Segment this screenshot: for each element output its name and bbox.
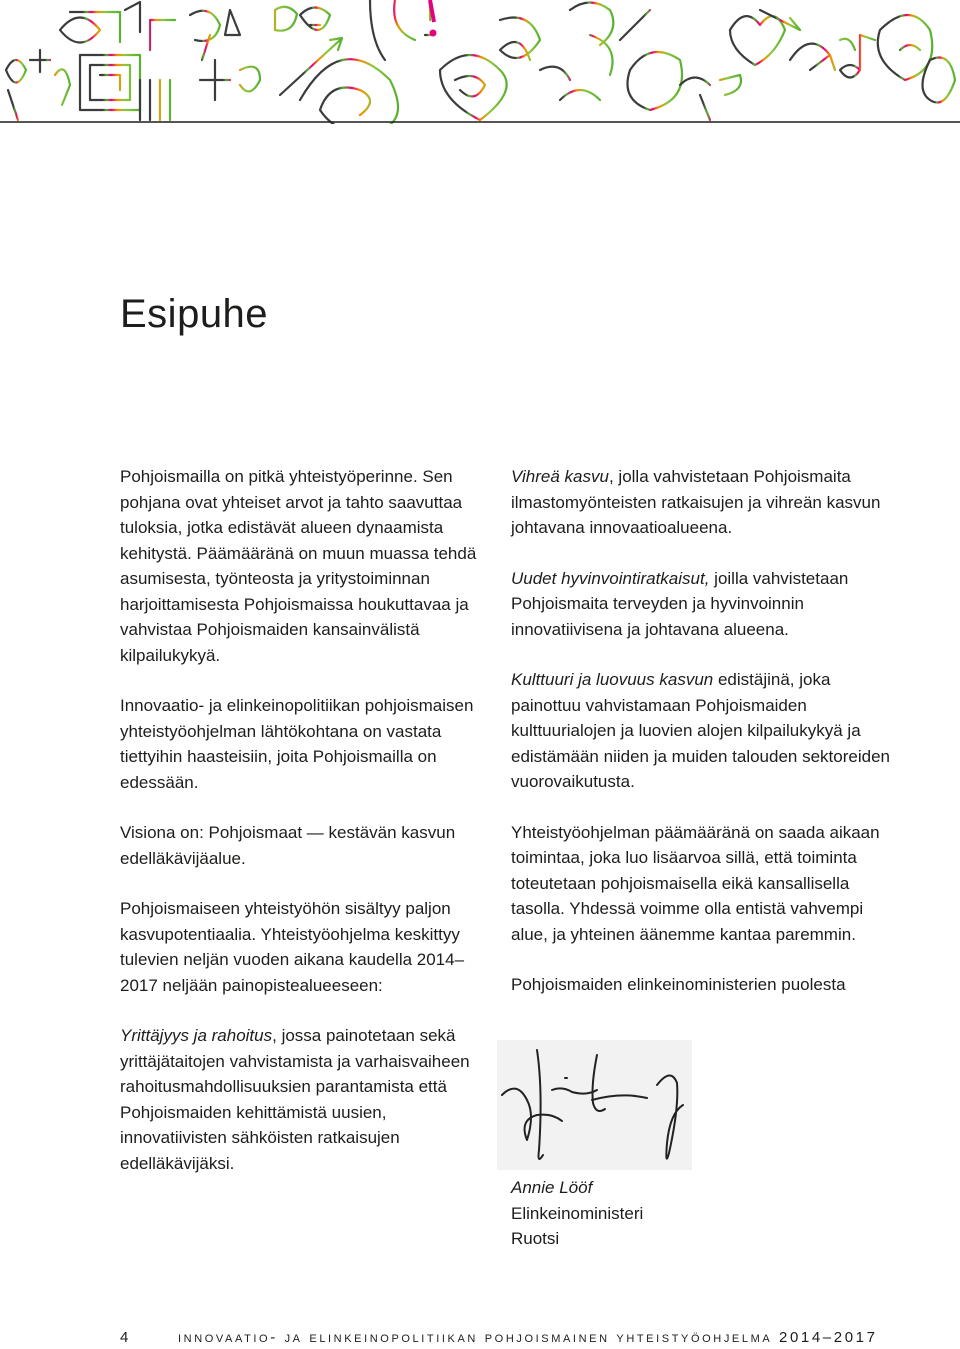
signatory-country: Ruotsi	[511, 1229, 560, 1248]
paragraph	[511, 566, 891, 643]
paragraph-text: joilla vahvistetaan Pohjoismaita terveyden ja hyvinvoinnin innovatiivisena ja johtavana alueena.	[511, 568, 849, 639]
page-title: Esipuhe	[120, 292, 269, 336]
paragraph: Pohjoismaiden elinkeinoministerien puolesta	[511, 975, 846, 994]
right-column	[511, 464, 891, 1023]
doodle-illustration	[0, 0, 960, 124]
paragraph: Pohjoismaiseen yhteistyöhön sisältyy paljon kasvupotentiaalia. Yhteistyöohjelma keskittyy tulevien neljän vuoden aikana kaudella 2014–2017 neljään painopistealueeseen:	[120, 899, 465, 995]
signatory-role: Elinkeinoministeri	[511, 1203, 644, 1223]
signature-drawing	[497, 1040, 692, 1170]
signoff	[511, 1175, 643, 1252]
focus-area-title: Uudet hyvinvointiratkaisut,	[511, 568, 710, 588]
focus-area-title: Vihreä kasvu	[511, 467, 609, 486]
paragraph: Innovaatio- ja elinkeinopolitiikan pohjoismaisen yhteistyöohjelman lähtökohtana on vastata tiettyihin haasteisiin, joita Pohjoismailla on edessään.	[120, 696, 474, 792]
handwritten-signature	[497, 1040, 692, 1170]
paragraph: Visiona on: Pohjoismaat — kestävän kasvun edelläkävijäalue.	[120, 823, 456, 868]
signatory-name: Annie Lööf	[511, 1178, 593, 1197]
page-number: 4	[120, 1329, 129, 1346]
paragraph: Pohjoismailla on pitkä yhteistyöperinne. Sen pohjana ovat yhteiset arvot ja tahto saavuttaa tuloksia, jotka edistävät alueen dynaamista kehitystä. Päämääränä on muun muassa tehdä asumisesta, työnteosta ja yritystoiminnan harjoittamisesta Pohjoismaissa houkuttavaa ja vahvistaa Pohjoismaiden kansainvälistä kilpailukykyä.	[120, 467, 477, 665]
paragraph-text: edistäjinä, joka painottuu vahvistamaan Pohjoismaiden kulttuurialojen ja luovien alojen kilpailukykyä ja edistämään niiden ja muiden talouden sektoreiden vuorovaikutusta.	[511, 670, 890, 791]
paragraph-text: , jolla vahvistetaan Pohjoismaita ilmastomyönteisten ratkaisujen ja vihreän kasvun johtavana innovaatioalueena.	[511, 467, 881, 537]
left-column	[120, 464, 492, 1201]
running-title: innovaatio- ja elinkeinopolitiikan pohjoismainen yhteistyöohjelma 2014–2017	[178, 1329, 878, 1346]
paragraph-text: , jossa painotetaan sekä yrittäjätaitojen vahvistamista ja varhaisvaiheen rahoitusmahdollisuuksien parantamista että Pohjoismaiden kehittämistä uusien, innovatiivisten sähköisten ratkaisujen edelläkävijäksi.	[120, 1026, 470, 1173]
paragraph: Yhteistyöohjelman päämääränä on saada aikaan toimintaa, joka luo lisäarvoa sillä, että toiminta toteutetaan pohjoismaisella eikä kansallisella tasolla. Yhdessä voimme olla entistä vahvempi alue, ja yhteinen äänemme kantaa paremmin.	[511, 822, 880, 944]
focus-area-title: Yrittäjyys ja rahoitus	[120, 1026, 273, 1045]
paragraph	[511, 464, 891, 541]
paragraph	[120, 1023, 492, 1176]
paragraph	[511, 667, 891, 795]
focus-area-title: Kulttuuri ja luovuus kasvun	[511, 670, 714, 689]
doodle-banner	[0, 0, 960, 124]
